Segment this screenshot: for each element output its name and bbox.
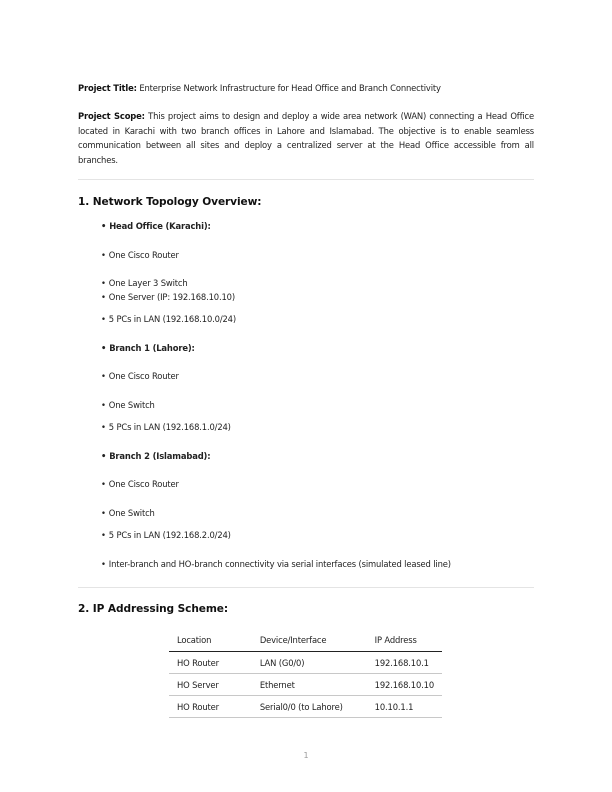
bullet-icon: • [101, 508, 106, 518]
list-item: • One Switch [101, 400, 155, 410]
bullet-icon: • [101, 479, 106, 489]
list-item-heading: • Branch 2 (Islamabad): [101, 451, 211, 461]
section-heading-ip-addressing: 2. IP Addressing Scheme: [78, 603, 229, 615]
divider [78, 587, 534, 588]
list-item: • One Switch [101, 508, 155, 518]
cell-ip-address: 10.10.1.1 [367, 696, 442, 718]
column-header-ip-address: IP Address [367, 630, 442, 652]
page-number: 1 [303, 751, 309, 760]
cell-device-interface: Serial0/0 (to Lahore) [252, 696, 367, 718]
bullet-icon: • [101, 371, 106, 381]
bullet-icon: • [101, 451, 107, 461]
list-item: • 5 PCs in LAN (192.168.1.0/24) [101, 422, 231, 432]
cell-location: HO Router [169, 652, 252, 674]
bullet-icon: • [101, 221, 107, 231]
table-row [169, 652, 442, 674]
bullet-icon: • [101, 530, 106, 540]
column-header-location: Location [169, 630, 252, 652]
project-title-value: Enterprise Network Infrastructure for Head Office and Branch Connectivity [136, 83, 441, 93]
list-item: • One Server (IP: 192.168.10.10) [101, 292, 235, 302]
column-header-device-interface: Device/Interface [252, 630, 367, 652]
cell-location: HO Server [169, 674, 252, 696]
table-header-row [169, 630, 442, 652]
cell-location: HO Router [169, 696, 252, 718]
list-item: • One Cisco Router [101, 371, 179, 381]
list-item-heading: • Head Office (Karachi): [101, 221, 211, 231]
bullet-icon: • [101, 559, 106, 569]
list-item: • One Layer 3 Switch [101, 278, 188, 288]
cell-ip-address: 192.168.10.1 [367, 652, 442, 674]
list-item: • One Cisco Router [101, 250, 179, 260]
project-scope [78, 109, 534, 167]
bullet-icon: • [101, 422, 106, 432]
table-row [169, 696, 442, 718]
bullet-icon: • [101, 250, 106, 260]
divider [78, 179, 534, 180]
cell-device-interface: LAN (G0/0) [252, 652, 367, 674]
list-item: • Inter-branch and HO-branch connectivity via serial interfaces (simulated leased line) [101, 559, 451, 569]
ip-addressing-table [169, 630, 442, 718]
project-title-label: Project Title: [78, 83, 137, 93]
bullet-icon: • [101, 400, 106, 410]
bullet-icon: • [101, 314, 106, 324]
project-scope-label: Project Scope: [78, 111, 145, 121]
list-item-heading: • Branch 1 (Lahore): [101, 343, 195, 353]
bullet-icon: • [101, 292, 106, 302]
project-title [78, 83, 441, 94]
list-item: • 5 PCs in LAN (192.168.10.0/24) [101, 314, 236, 324]
section-heading-topology: 1. Network Topology Overview: [78, 196, 262, 208]
bullet-icon: • [101, 343, 107, 353]
bullet-icon: • [101, 278, 106, 288]
table-row [169, 674, 442, 696]
list-item: • 5 PCs in LAN (192.168.2.0/24) [101, 530, 231, 540]
list-item: • One Cisco Router [101, 479, 179, 489]
cell-device-interface: Ethernet [252, 674, 367, 696]
project-scope-value: This project aims to design and deploy a wide area network (WAN) connecting a Head Office located in Karachi with two branch offices in Lahore and Islamabad. The objective is to enable seamless communication between all sites and deploy a centralized server at the Head Office accessible from all branches. [78, 111, 534, 165]
cell-ip-address: 192.168.10.10 [367, 674, 442, 696]
